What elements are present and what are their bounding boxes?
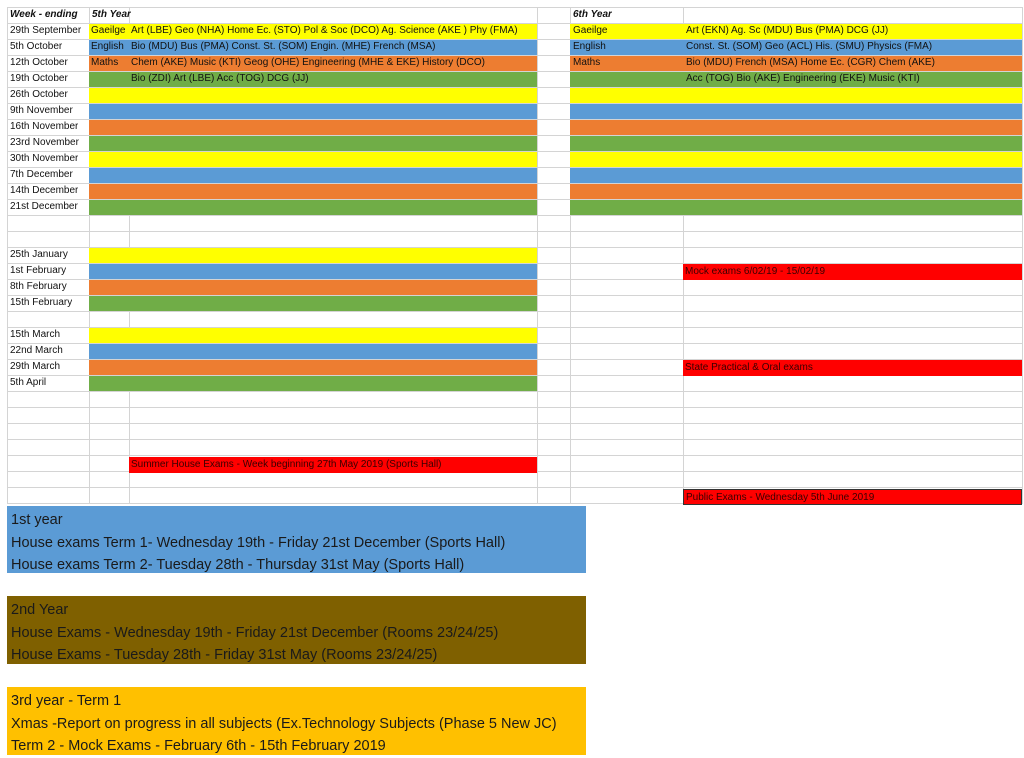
third-year-info-box — [7, 687, 586, 755]
sixth-year-band — [570, 200, 1022, 215]
sixth-year-core-subject: English — [573, 41, 606, 52]
week-label: 9th November — [10, 105, 73, 116]
sixth-year-band — [570, 88, 1022, 103]
week-label: 5th October — [10, 41, 63, 52]
fifth-year-band — [89, 120, 537, 135]
fifth-year-band — [89, 344, 537, 359]
week-label: 15th February — [10, 297, 73, 308]
sixth-year-header: 6th Year — [573, 9, 612, 20]
first-year-term2: House exams Term 2- Tuesday 28th - Thursday 31st May (Sports Hall) — [11, 557, 465, 573]
week-label: 8th February — [10, 281, 67, 292]
public-exams-notice: Public Exams - Wednesday 5th June 2019 — [683, 489, 1022, 505]
fifth-year-band — [89, 200, 537, 215]
grid-line — [7, 455, 1023, 456]
fifth-year-subject-options: Bio (MDU) Bus (PMA) Const. St. (SOM) Engin. (MHE) French (MSA) — [131, 41, 436, 52]
third-year-term2: Term 2 - Mock Exams - February 6th - 15th February 2019 — [11, 738, 386, 754]
week-label: 1st February — [10, 265, 67, 276]
week-label: 23rd November — [10, 137, 79, 148]
sixth-year-band — [570, 104, 1022, 119]
summer-house-exams-notice: Summer House Exams - Week beginning 27th May 2019 (Sports Hall) — [129, 457, 537, 473]
week-label: 26th October — [10, 89, 68, 100]
week-label: 19th October — [10, 73, 68, 84]
fifth-year-core-subject: Gaeilge — [91, 25, 126, 36]
second-year-info-box — [7, 596, 586, 664]
grid-line — [7, 391, 1023, 392]
sixth-year-core-subject: Maths — [573, 57, 601, 68]
second-year-title: 2nd Year — [11, 602, 69, 618]
fifth-year-subject-options: Bio (ZDI) Art (LBE) Acc (TOG) DCG (JJ) — [131, 73, 309, 84]
fifth-year-subject-options: Art (LBE) Geo (NHA) Home Ec. (STO) Pol & Soc (DCO) Ag. Science (AKE ) Phy (FMA) — [131, 25, 518, 36]
first-year-info-box — [7, 506, 586, 573]
mock-exams-notice: Mock exams 6/02/19 - 15/02/19 — [683, 264, 1022, 280]
sixth-year-band — [570, 168, 1022, 183]
sixth-year-band — [570, 136, 1022, 151]
week-label: 29th March — [10, 361, 61, 372]
fifth-year-band — [89, 328, 537, 343]
grid-line — [7, 423, 1023, 424]
week-label: 16th November — [10, 121, 79, 132]
grid-line — [7, 7, 1023, 8]
fifth-year-band — [89, 296, 537, 311]
week-label: 15th March — [10, 329, 61, 340]
fifth-year-band — [89, 184, 537, 199]
fifth-year-core-subject — [91, 71, 129, 87]
week-label: 5th April — [10, 377, 47, 388]
fifth-year-subject-options: Chem (AKE) Music (KTI) Geog (OHE) Engineering (MHE & EKE) History (DCO) — [131, 57, 485, 68]
fifth-year-header: 5th Year — [92, 9, 131, 20]
state-practical-oral-notice: State Practical & Oral exams — [683, 360, 1022, 376]
week-label: 21st December — [10, 201, 78, 212]
second-year-term2: House Exams - Tuesday 28th - Friday 31st May (Rooms 23/24/25) — [11, 647, 438, 663]
grid-line — [7, 7, 8, 503]
fifth-year-band — [89, 360, 537, 375]
week-label: 22nd March — [10, 345, 63, 356]
fifth-year-band — [89, 136, 537, 151]
fifth-year-band — [89, 152, 537, 167]
sixth-year-core-subject — [573, 71, 681, 87]
fifth-year-band — [89, 88, 537, 103]
week-ending-header: Week - ending — [10, 9, 78, 20]
fifth-year-band — [89, 104, 537, 119]
grid-line — [7, 487, 1023, 488]
sixth-year-core-subject: Gaeilge — [573, 25, 608, 36]
second-year-term1: House Exams - Wednesday 19th - Friday 21st December (Rooms 23/24/25) — [11, 624, 499, 641]
fifth-year-band — [89, 248, 537, 263]
fifth-year-core-subject: English — [91, 41, 124, 52]
grid-line — [7, 407, 1023, 408]
fifth-year-band — [89, 280, 537, 295]
fifth-year-core-subject: Maths — [91, 57, 119, 68]
week-label: 7th December — [10, 169, 73, 180]
sixth-year-subject-options: Acc (TOG) Bio (AKE) Engineering (EKE) Music (KTI) — [686, 73, 920, 84]
sixth-year-band — [570, 152, 1022, 167]
week-label: 25th January — [10, 249, 68, 260]
grid-line — [7, 231, 1023, 232]
sixth-year-band — [570, 184, 1022, 199]
grid-line — [7, 215, 1023, 216]
sixth-year-subject-options: Art (EKN) Ag. Sc (MDU) Bus (PMA) DCG (JJ) — [686, 25, 889, 36]
week-label: 29th September — [10, 25, 82, 36]
week-label: 12th October — [10, 57, 68, 68]
fifth-year-band — [89, 264, 537, 279]
grid-line — [7, 439, 1023, 440]
first-year-term1: House exams Term 1- Wednesday 19th - Friday 21st December (Sports Hall) — [11, 534, 506, 551]
fifth-year-band — [89, 168, 537, 183]
grid-line — [537, 7, 538, 503]
week-label: 14th December — [10, 185, 79, 196]
week-label: 30th November — [10, 153, 79, 164]
sixth-year-band — [570, 120, 1022, 135]
third-year-title: 3rd year - Term 1 — [11, 693, 122, 709]
third-year-term1: Xmas -Report on progress in all subjects (Ex.Technology Subjects (Phase 5 New JC) — [11, 715, 557, 732]
grid-line — [1022, 7, 1023, 503]
fifth-year-band — [89, 376, 537, 391]
sixth-year-subject-options: Const. St. (SOM) Geo (ACL) His. (SMU) Physics (FMA) — [686, 41, 933, 52]
sixth-year-subject-options: Bio (MDU) French (MSA) Home Ec. (CGR) Chem (AKE) — [686, 57, 935, 68]
grid-line — [7, 311, 1023, 312]
first-year-title: 1st year — [11, 512, 63, 528]
